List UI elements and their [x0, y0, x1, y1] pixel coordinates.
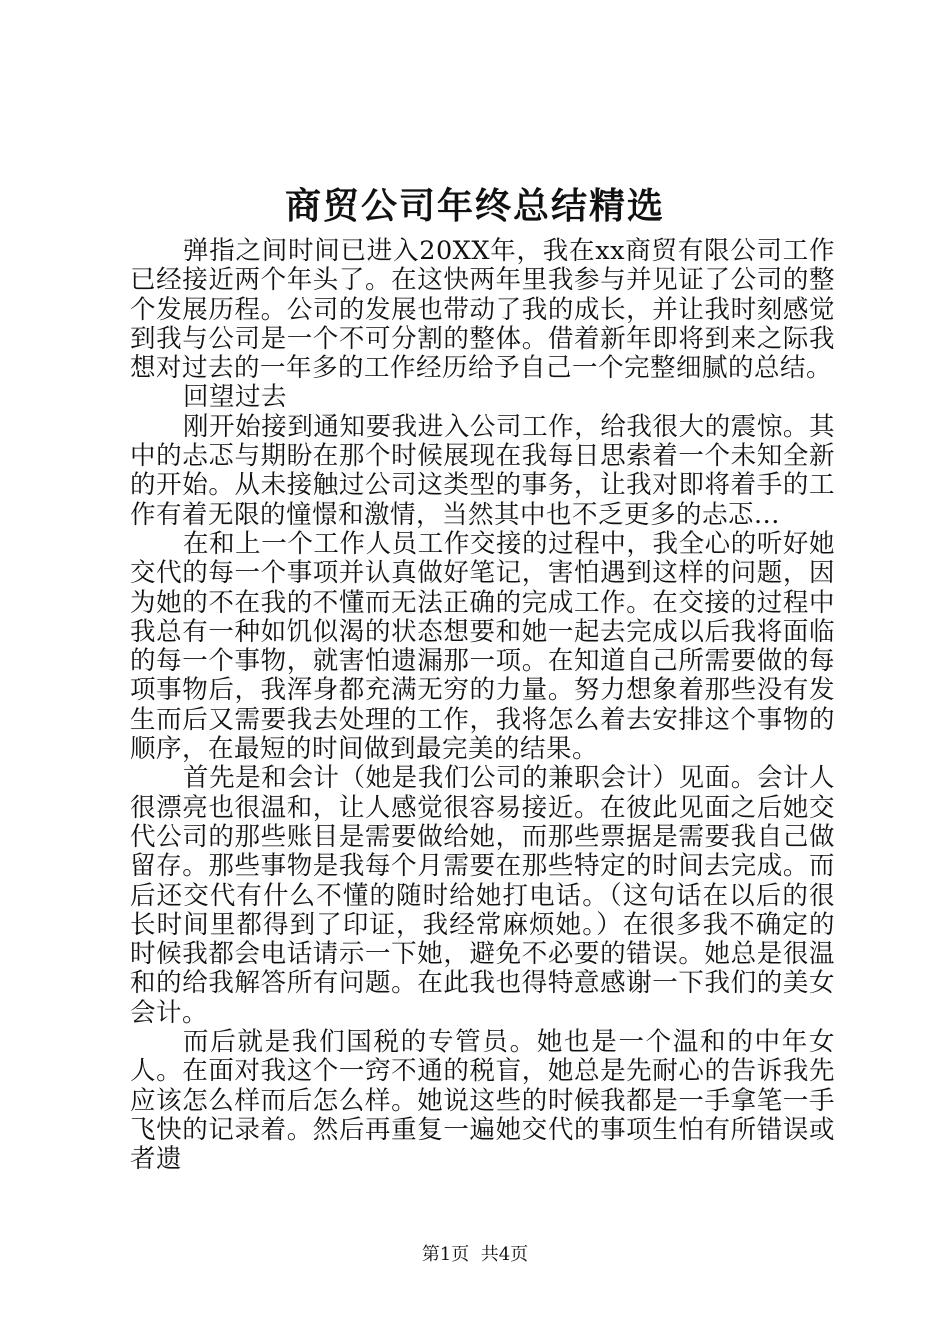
section-heading-review: 回望过去 [183, 382, 288, 413]
page-footer [0, 1243, 950, 1267]
paragraph-tax-officer: 而后就是我们国税的专管员。她也是一个温和的中年女人。在面对我这个一窍不通的税盲，她总是先耐心的告诉我先应该怎么样而后怎么样。她说这些的时候我都是一手拿笔一手飞快的记录着。然后再重复一遍她交代的事项生怕有所错误或者遗 [130, 1027, 835, 1175]
document-body [130, 237, 835, 1175]
paragraph-joining: 刚开始接到通知要我进入公司工作，给我很大的震惊。其中的忐忑与期盼在那个时候展现在我每日思索着一个未知全新的开始。从未接触过公司这类型的事务，让我对即将着手的工作有着无限的憧憬和激情，当然其中也不乏更多的忐忑... [130, 411, 835, 530]
document-title: 商贸公司年终总结精选 [284, 185, 665, 227]
paragraph-handover: 在和上一个工作人员工作交接的过程中，我全心的听好她交代的每一个事项并认真做好笔记，害怕遇到这样的问题，因为她的不在我的不懂而无法正确的完成工作。在交接的过程中我总有一种如饥似渴的状态想要和她一起去完成以后我将面临的每一个事物，就害怕遗漏那一项。在知道自己所需要做的每项事物后，我浑身都充满无穷的力量。努力想象着那些没有发生而后又需要我去处理的工作，我将怎么着去安排这个事物的顺序，在最短的时间做到最完美的结果。 [130, 528, 835, 765]
paragraph-intro: 弹指之间时间已进入20XX年，我在xx商贸有限公司工作已经接近两个年头了。在这快两年里我参与并见证了公司的整个发展历程。公司的发展也带动了我的成长，并让我时刻感觉到我与公司是一个不可分割的整体。借着新年即将到来之际我想对过去的一年多的工作经历给予自己一个完整细腻的总结。 [130, 236, 835, 384]
paragraph-accountant: 首先是和会计（她是我们公司的兼职会计）见面。会计人很漂亮也很温和，让人感觉很容易接近。在彼此见面之后她交代公司的那些账目是需要做给她，而那些票据是需要我自己做留存。那些事物是我每个月需要在那些特定的时间去完成。而后还交代有什么不懂的随时给她打电话。（这句话在以后的很长时间里都得到了印证，我经常麻烦她。）在很多我不确定的时候我都会电话请示一下她，避免不必要的错误。她总是很温和的给我解答所有问题。在此我也得特意感谢一下我们的美女会计。 [130, 763, 835, 1028]
footer-separator [469, 1244, 480, 1265]
page-total: 共4页 [480, 1244, 529, 1265]
page-number: 第1页 [421, 1244, 470, 1265]
